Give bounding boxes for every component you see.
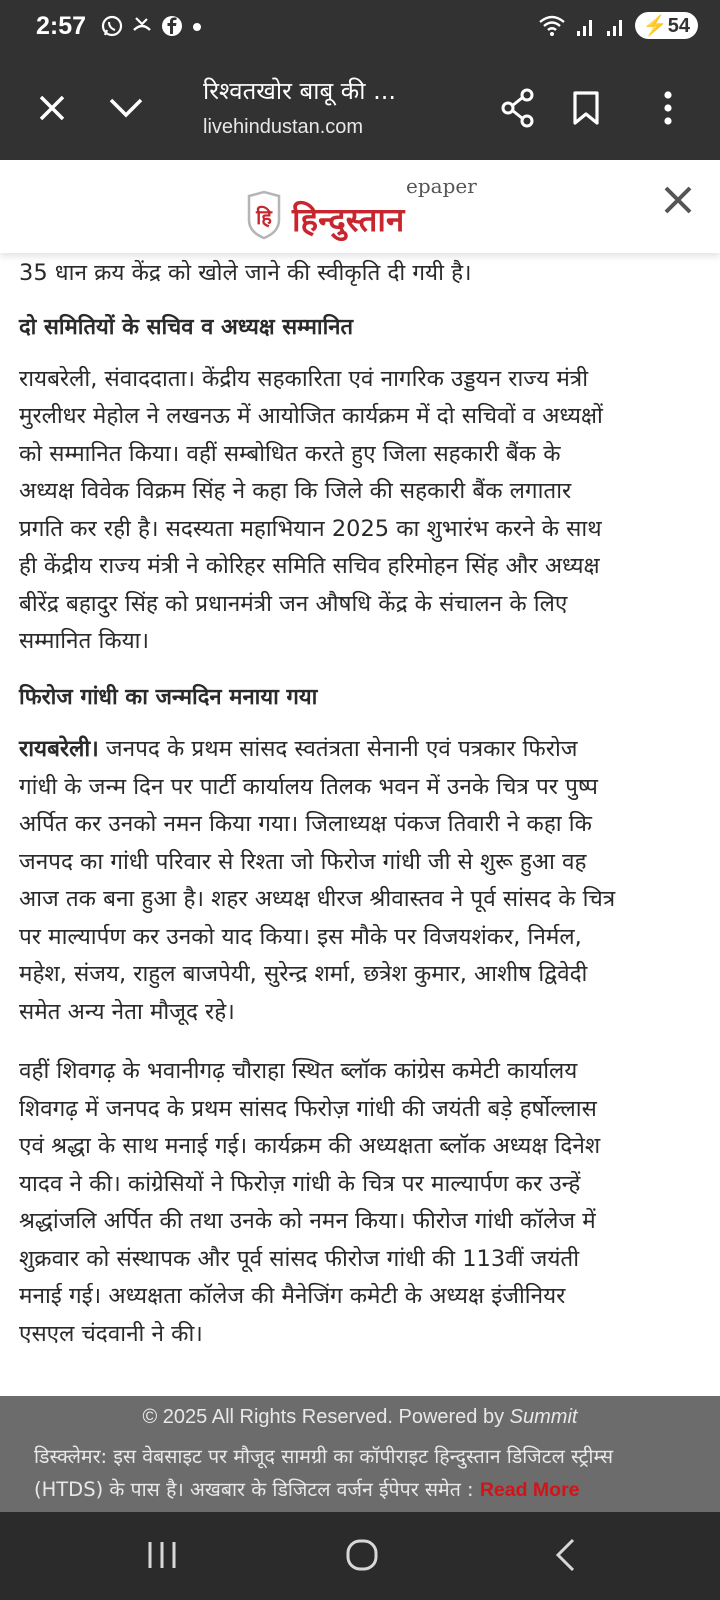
text-line: वहीं शिवगढ़ के भवानीगढ़ चौराहा स्थित ब्लॉक कांग्रेस कमेटी कार्यालय <box>19 1058 578 1084</box>
share-button[interactable] <box>492 82 544 134</box>
text-line: आज तक बना हुआ है। शहर अध्यक्ष धीरज श्रीवास्तव ने पूर्व सांसद के चित्र <box>19 886 616 912</box>
more-vert-icon <box>663 90 673 126</box>
recent-apps-button[interactable] <box>134 1530 190 1580</box>
text-line: मुरलीधर मेहोल ने लखनऊ में आयोजित कार्यक्रम में दो सचिवों व अध्यक्षों <box>19 403 603 429</box>
shield-logo-icon <box>246 190 282 240</box>
copyright-label: © 2025 All Rights Reserved. Powered by <box>142 1406 510 1428</box>
more-options-button[interactable] <box>642 82 694 134</box>
dot-icon <box>190 14 204 38</box>
recents-icon <box>144 1539 180 1571</box>
text-line: समेत अन्य नेता मौजूद रहे। <box>19 999 235 1025</box>
facebook-icon <box>160 14 184 38</box>
close-tab-button[interactable] <box>26 82 78 134</box>
text-span: जनपद के प्रथम सांसद स्वतंत्रता सेनानी एवं पत्रकार फिरोज <box>98 736 578 762</box>
bookmark-button[interactable] <box>560 82 612 134</box>
text-line: यादव ने की। कांग्रेसियों ने फिरोज़ गांधी के चित्र पर माल्यार्पण कर उन्हें <box>19 1171 581 1197</box>
close-icon <box>656 178 700 222</box>
text-line: श्रद्धांजलि अर्पित की तथा उनके को नमन किया। फीरोज गांधी कॉलेज में <box>19 1208 596 1234</box>
close-epaper-button[interactable] <box>656 178 700 222</box>
disclaimer-line-2: (HTDS) के पास है। अखबार के डिजिटल वर्जन ईपेपर समेत : <box>34 1478 474 1501</box>
epaper-label: epaper <box>406 174 477 198</box>
section-heading-2: फिरोज गांधी का जन्मदिन मनाया गया <box>19 685 318 710</box>
section-heading-1: दो समितियों के सचिव व अध्यक्ष सम्मानित <box>19 315 354 340</box>
close-icon <box>37 93 67 123</box>
signal-icon-2 <box>605 14 627 38</box>
battery-charging-icon: ⚡ <box>642 15 668 37</box>
home-icon <box>344 1537 380 1573</box>
text-line: अध्यक्ष विवेक विक्रम सिंह ने कहा कि जिले की सहकारी बैंक लगातार <box>19 478 572 504</box>
text-line: एवं श्रद्धा के साथ मनाई गई। कार्यक्रम की अध्यक्षता ब्लॉक अध्यक्ष दिनेश <box>19 1133 601 1159</box>
text-line: महेश, संजय, राहुल बाजपेयी, सुरेन्द्र शर्मा, छत्रेश कुमार, आशीष द्विवेदी <box>19 961 588 987</box>
text-line: रायबरेली, संवाददाता। केंद्रीय सहकारिता एवं नागरिक उड्डयन राज्य मंत्री <box>19 366 589 392</box>
text-line: शुक्रवार को संस्थापक और पूर्व सांसद फीरोज गांधी की 113वीं जयंती <box>19 1246 580 1272</box>
page-url: livehindustan.com <box>203 116 364 138</box>
missed-call-icon <box>130 14 154 38</box>
minimize-button[interactable] <box>100 82 152 134</box>
system-nav-bar <box>0 1512 720 1600</box>
copyright-text <box>0 1406 720 1429</box>
back-button[interactable] <box>538 1530 594 1580</box>
text-line: बीरेंद्र बहादुर सिंह को प्रधानमंत्री जन औषधि केंद्र के संचालन के लिए <box>19 591 568 617</box>
whatsapp-icon <box>100 14 124 38</box>
text-line: जनपद का गांधी परिवार से रिश्ता जो फिरोज गांधी जी से शुरू हुआ वह <box>19 849 587 875</box>
text-line: अर्पित कर उनको नमन किया गया। जिलाध्यक्ष पंकज तिवारी ने कहा कि <box>19 811 592 837</box>
dateline: रायबरेली। <box>19 736 99 762</box>
battery-level: 54 <box>667 15 690 37</box>
disclaimer-text <box>34 1440 694 1507</box>
back-icon <box>551 1537 581 1573</box>
hindustan-logo[interactable] <box>246 174 476 244</box>
intro-text: 35 धान क्रय केंद्र को खोले जाने की स्वीकृति दी गयी है। <box>19 260 472 286</box>
article-body <box>0 253 720 1396</box>
browser-toolbar <box>0 56 720 160</box>
battery-icon <box>635 12 698 39</box>
summit-link[interactable]: Summit <box>509 1406 578 1428</box>
text-line <box>19 731 704 769</box>
page-title: रिश्वतखोर बाबू की ... <box>203 77 396 105</box>
status-bar <box>0 0 720 56</box>
disclaimer-line <box>34 1473 694 1507</box>
text-line: सम्मानित किया। <box>19 628 150 654</box>
disclaimer-line: डिस्क्लेमर: इस वेबसाइट पर मौजूद सामग्री का कॉपीराइट हिन्दुस्तान डिजिटल स्ट्रीम्स <box>34 1445 614 1468</box>
text-line: शिवगढ़ में जनपद के प्रथम सांसद फिरोज़ गांधी की जयंती बड़े हर्षोल्लास <box>19 1096 597 1122</box>
read-more-link[interactable]: Read More <box>479 1479 580 1501</box>
bookmark-icon <box>572 90 600 126</box>
brand-name: हिन्दुस्तान <box>292 200 405 239</box>
share-icon <box>500 88 536 128</box>
chevron-down-icon <box>108 96 144 120</box>
text-line: गांधी के जन्म दिन पर पार्टी कार्यालय तिलक भवन में उनके चित्र पर पुष्प <box>19 774 598 800</box>
system-icons <box>537 12 698 39</box>
text-line: एसएल चंदवानी ने की। <box>19 1321 203 1347</box>
text-line: प्रगति कर रही है। सदस्यता महाभियान 2025 का शुभारंभ करने के साथ <box>19 516 602 542</box>
status-time: 2:57 <box>36 12 87 40</box>
signal-icon <box>575 14 597 38</box>
home-button[interactable] <box>334 1530 390 1580</box>
text-line: पर माल्यार्पण कर उनको याद किया। इस मौके पर विजयशंकर, निर्मल, <box>19 924 582 950</box>
notification-icons <box>100 14 204 38</box>
text-line: को सम्मानित किया। वहीं सम्बोधित करते हुए जिला सहकारी बैंक के <box>19 441 561 467</box>
logo-letter: हि <box>256 205 272 229</box>
site-header <box>0 160 720 253</box>
text-line: मनाई गई। अध्यक्षता कॉलेज की मैनेजिंग कमेटी के अध्यक्ष इंजीनियर <box>19 1283 566 1309</box>
site-footer <box>0 1396 720 1512</box>
wifi-icon <box>537 13 567 39</box>
text-line: ही केंद्रीय राज्य मंत्री ने कोरिहर समिति सचिव हरिमोहन सिंह और अध्यक्ष <box>19 553 600 579</box>
